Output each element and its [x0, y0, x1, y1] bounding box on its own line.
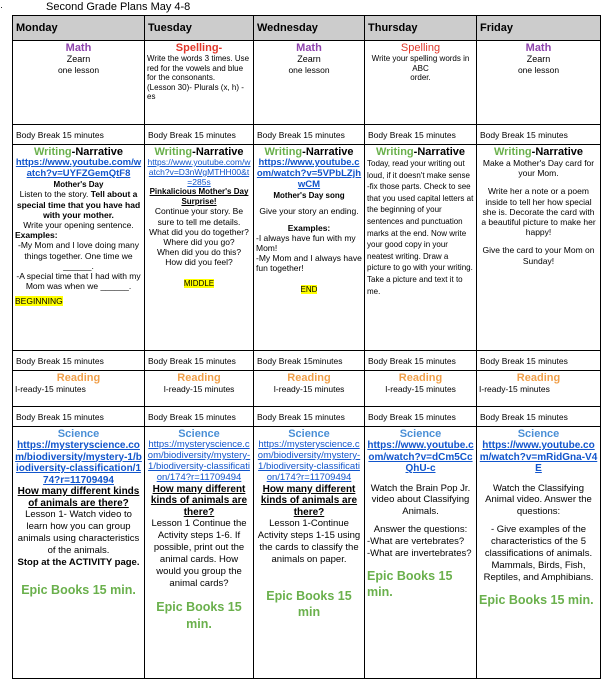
epic-books-text: Epic Books 15 min.: [479, 592, 594, 607]
lesson-plan-table: [12, 15, 601, 679]
tuesday-writing-cell: [145, 145, 254, 351]
day-header-tuesday: Tuesday: [145, 16, 254, 41]
wednesday-science-cell: [254, 427, 365, 679]
thursday-spelling-cell: [365, 41, 477, 125]
body-break-cell: Body Break 15 minutes: [365, 351, 477, 371]
body-break-row: [13, 407, 601, 427]
body-break-cell: Body Break 15 minutes: [13, 125, 145, 145]
subject-math: Math: [525, 42, 552, 54]
wednesday-writing-video-link[interactable]: https://www.youtube.com/watch?v=5VPbLZjhwCM: [256, 157, 362, 190]
subject-math: Math: [65, 42, 92, 54]
writing-instruction: When did you do this?: [156, 247, 242, 258]
science-row: [13, 427, 601, 679]
iready-text: I-ready-15 minutes: [273, 384, 345, 394]
epic-books-text: Epic Books 15 min.: [367, 568, 453, 599]
tuesday-writing-video-link[interactable]: https://www.youtube.com/watch?v=D3nWgMTHH00&t=285s: [147, 157, 251, 187]
tuesday-science-cell: [145, 427, 254, 679]
iready-text: I-ready-15 minutes: [479, 384, 550, 394]
writing-instruction: Where did you go?: [163, 237, 235, 248]
science-question-item: -What are vertebrates?: [367, 536, 465, 547]
example-text: -My Mom and I love doing many things together. One time we ______.: [18, 240, 139, 271]
thursday-reading-cell: [365, 371, 477, 407]
writing-instruction: How did you feel?: [165, 257, 233, 268]
wednesday-science-link[interactable]: https://mysteryscience.com/biodiversity/mystery-1/biodiversity-classification/174?r=11709494: [257, 439, 361, 483]
subject-science: Science: [57, 428, 100, 440]
writing-heading: Writing-Narrative: [154, 146, 244, 158]
wednesday-math-cell: [254, 41, 365, 125]
spelling-order-text: order.: [410, 73, 431, 83]
epic-books-text: Epic Books 15 min.: [156, 600, 242, 631]
science-question: How many different kinds of animals are there?: [260, 483, 358, 518]
examples-label: Examples:: [287, 222, 331, 233]
zearn-text: Zearn: [297, 54, 321, 64]
middle-tag: MIDDLE: [183, 278, 215, 288]
body-break-cell: Body Break 15 minutes: [365, 407, 477, 427]
subject-science: Science: [178, 428, 220, 440]
zearn-text: Zearn: [66, 54, 91, 64]
writing-instruction: What did you do together?: [149, 226, 249, 237]
science-stop-note: Stop at the ACTIVITY page.: [17, 556, 140, 568]
video-title: Mother's Day song: [273, 190, 345, 200]
science-instruction: Lesson 1 Continue the Activity steps 1-6. If possible, print out the animal cards. How would you group the animal cards?: [151, 518, 247, 589]
science-instruction: Answer the questions:: [373, 524, 468, 536]
writing-instruction: Give your story an ending.: [259, 206, 359, 217]
body-break-cell: Body Break 15 minutes: [145, 407, 254, 427]
subject-math: Math: [296, 42, 322, 54]
subject-spelling: Spelling: [400, 42, 441, 54]
writing-instruction: Write your opening sentence.: [23, 220, 134, 230]
thursday-science-link[interactable]: https://www.youtube.com/watch?v=dCm5CcQhU-c: [367, 440, 474, 474]
spelling-abc-text: Write your spelling words in ABC: [371, 54, 470, 73]
page-title: Second Grade Plans May 4-8: [46, 1, 191, 13]
writing-heading: Writing-Narrative: [493, 146, 584, 158]
body-break-cell: Body Break 15 minutes: [477, 351, 601, 371]
reading-row: [13, 371, 601, 407]
science-instruction: Lesson 1-Continue Activity steps 1-15 using the cards to classify the animals on paper.: [257, 518, 361, 565]
monday-science-cell: [13, 427, 145, 679]
subject-science: Science: [517, 428, 560, 440]
science-instruction: Watch the Classifying Animal video. Answer the questions:: [485, 482, 592, 518]
science-instruction: Lesson 1- Watch video to learn how you can group animals using characteristics of the animals.: [17, 509, 140, 556]
science-question: How many different kinds of animals are there?: [150, 483, 248, 518]
friday-math-cell: [477, 41, 601, 125]
day-header-wednesday: Wednesday: [254, 16, 365, 41]
subject-reading: Reading: [516, 372, 561, 384]
examples-label: Examples:: [15, 230, 58, 241]
one-lesson-text: one lesson: [288, 64, 330, 75]
example-text: -I always have fun with my Mom!: [256, 232, 356, 253]
tuesday-science-link[interactable]: https://mysteryscience.com/biodiversity/mystery-1/biodiversity-classification/174?r=11709494: [147, 439, 251, 483]
body-break-cell: Body Break 15 minutes: [365, 125, 477, 145]
subject-reading: Reading: [398, 372, 443, 384]
epic-books-text: Epic Books 15 min: [266, 588, 352, 619]
iready-text: I-ready-15 minutes: [15, 384, 86, 394]
science-question: How many different kinds of animals are there?: [17, 486, 140, 509]
body-break-cell: Body Break 15 minutes: [13, 407, 145, 427]
iready-text: I-ready-15 minutes: [163, 384, 235, 394]
one-lesson-text: one lesson: [57, 64, 100, 75]
spelling-instructions: Write the words 3 times. Use red for the vowels and blue for the consonants.: [147, 54, 250, 83]
body-break-cell: Body Break 15 minutes: [254, 125, 365, 145]
friday-science-cell: [477, 427, 601, 679]
writing-heading: Writing-Narrative: [375, 146, 466, 158]
video-title: Mother's Day: [53, 179, 104, 189]
science-question-item: -What are invertebrates?: [367, 547, 472, 559]
example-text: -My Mom and I always have fun together!: [256, 253, 362, 274]
beginning-tag: BEGINNING: [15, 296, 63, 307]
body-break-cell: Body Break 15 minutes: [145, 125, 254, 145]
body-break-row: [13, 351, 601, 371]
zearn-text: Zearn: [526, 54, 551, 64]
body-break-cell: Body Break 15 minutes: [13, 351, 145, 371]
writing-instruction: Listen to the story. Tell about a special time that you have had with your mother.: [16, 189, 141, 220]
thursday-science-cell: [365, 427, 477, 679]
friday-writing-cell: [477, 145, 601, 351]
day-header-thursday: Thursday: [365, 16, 477, 41]
tuesday-reading-cell: [145, 371, 254, 407]
body-break-cell: Body Break 15 minutes: [254, 407, 365, 427]
example-text: -A special time that I had with my Mom was when we ______.: [16, 270, 141, 292]
one-lesson-text: one lesson: [517, 64, 560, 75]
writing-instruction: Continue your story. Be sure to tell me details.: [154, 206, 244, 227]
subject-reading: Reading: [177, 372, 221, 384]
writing-heading: Writing-Narrative: [33, 146, 124, 158]
subject-science: Science: [288, 428, 330, 440]
writing-row: [13, 145, 601, 351]
friday-science-link[interactable]: https://www.youtube.com/watch?v=mRidGna-V4E: [479, 440, 598, 474]
subject-reading: Reading: [56, 372, 101, 384]
science-instruction: - Give examples of the characteristics of the 5 classifications of animals. Mammals, Birds, Fish, Reptiles, and Amphibians.: [483, 524, 594, 583]
science-instruction: Watch the Brain Pop Jr. video about Classifying Animals.: [370, 482, 471, 518]
thursday-writing-cell: [365, 145, 477, 351]
end-tag: END: [300, 285, 318, 295]
writing-instruction: Make a Mother's Day card for your Mom.: [482, 158, 595, 179]
monday-writing-cell: [13, 145, 145, 351]
math-spelling-row: [13, 41, 601, 125]
tuesday-spelling-cell: [145, 41, 254, 125]
friday-reading-cell: [477, 371, 601, 407]
body-break-cell: Body Break 15 minutes: [145, 351, 254, 371]
monday-math-cell: [13, 41, 145, 125]
monday-writing-video-link[interactable]: https://www.youtube.com/watch?v=UYFZGemQtF8: [15, 157, 142, 179]
wednesday-writing-cell: [254, 145, 365, 351]
spelling-lesson: (Lesson 30)- Plurals (x, h) -es: [147, 82, 244, 102]
monday-reading-cell: [13, 371, 145, 407]
iready-text: I-ready-15 minutes: [385, 384, 456, 394]
subject-spelling: Spelling-: [175, 42, 223, 54]
bullet-mark: ·: [0, 2, 3, 12]
writing-instruction: Write her a note or a poem inside to tell her how special she is. Decorate the card with a beautiful picture to make her happy!: [481, 186, 596, 238]
epic-books-text: Epic Books 15 min.: [21, 583, 136, 598]
writing-instruction: Give the card to your Mom on Sunday!: [482, 245, 595, 266]
day-header-friday: Friday: [477, 16, 601, 41]
body-break-cell: Body Break 15minutes: [254, 351, 365, 371]
body-break-row: [13, 125, 601, 145]
wednesday-reading-cell: [254, 371, 365, 407]
writing-heading: Writing-Narrative: [264, 146, 354, 158]
day-header-row: [13, 16, 601, 41]
writing-instruction: Today, read your writing out loud, if it doesn't make sense -fix those parts. Check to see that you used capital letters at the beginning of your sentences and punctuation marks at the end. Now write your good copy in your neatest writing. Draw a picture to go with your writing. Take a picture and text it to me.: [367, 159, 474, 296]
body-break-cell: Body Break 15 minutes: [477, 125, 601, 145]
day-header-monday: Monday: [13, 16, 145, 41]
monday-science-link[interactable]: https://mysteryscience.com/biodiversity/mystery-1/biodiversity-classification/174?r=11709494: [15, 440, 142, 486]
subject-reading: Reading: [287, 372, 331, 384]
video-title: Pinkalicious Mother's Day Surprise!: [149, 187, 249, 206]
subject-science: Science: [399, 428, 442, 440]
body-break-cell: Body Break 15 minutes: [477, 407, 601, 427]
